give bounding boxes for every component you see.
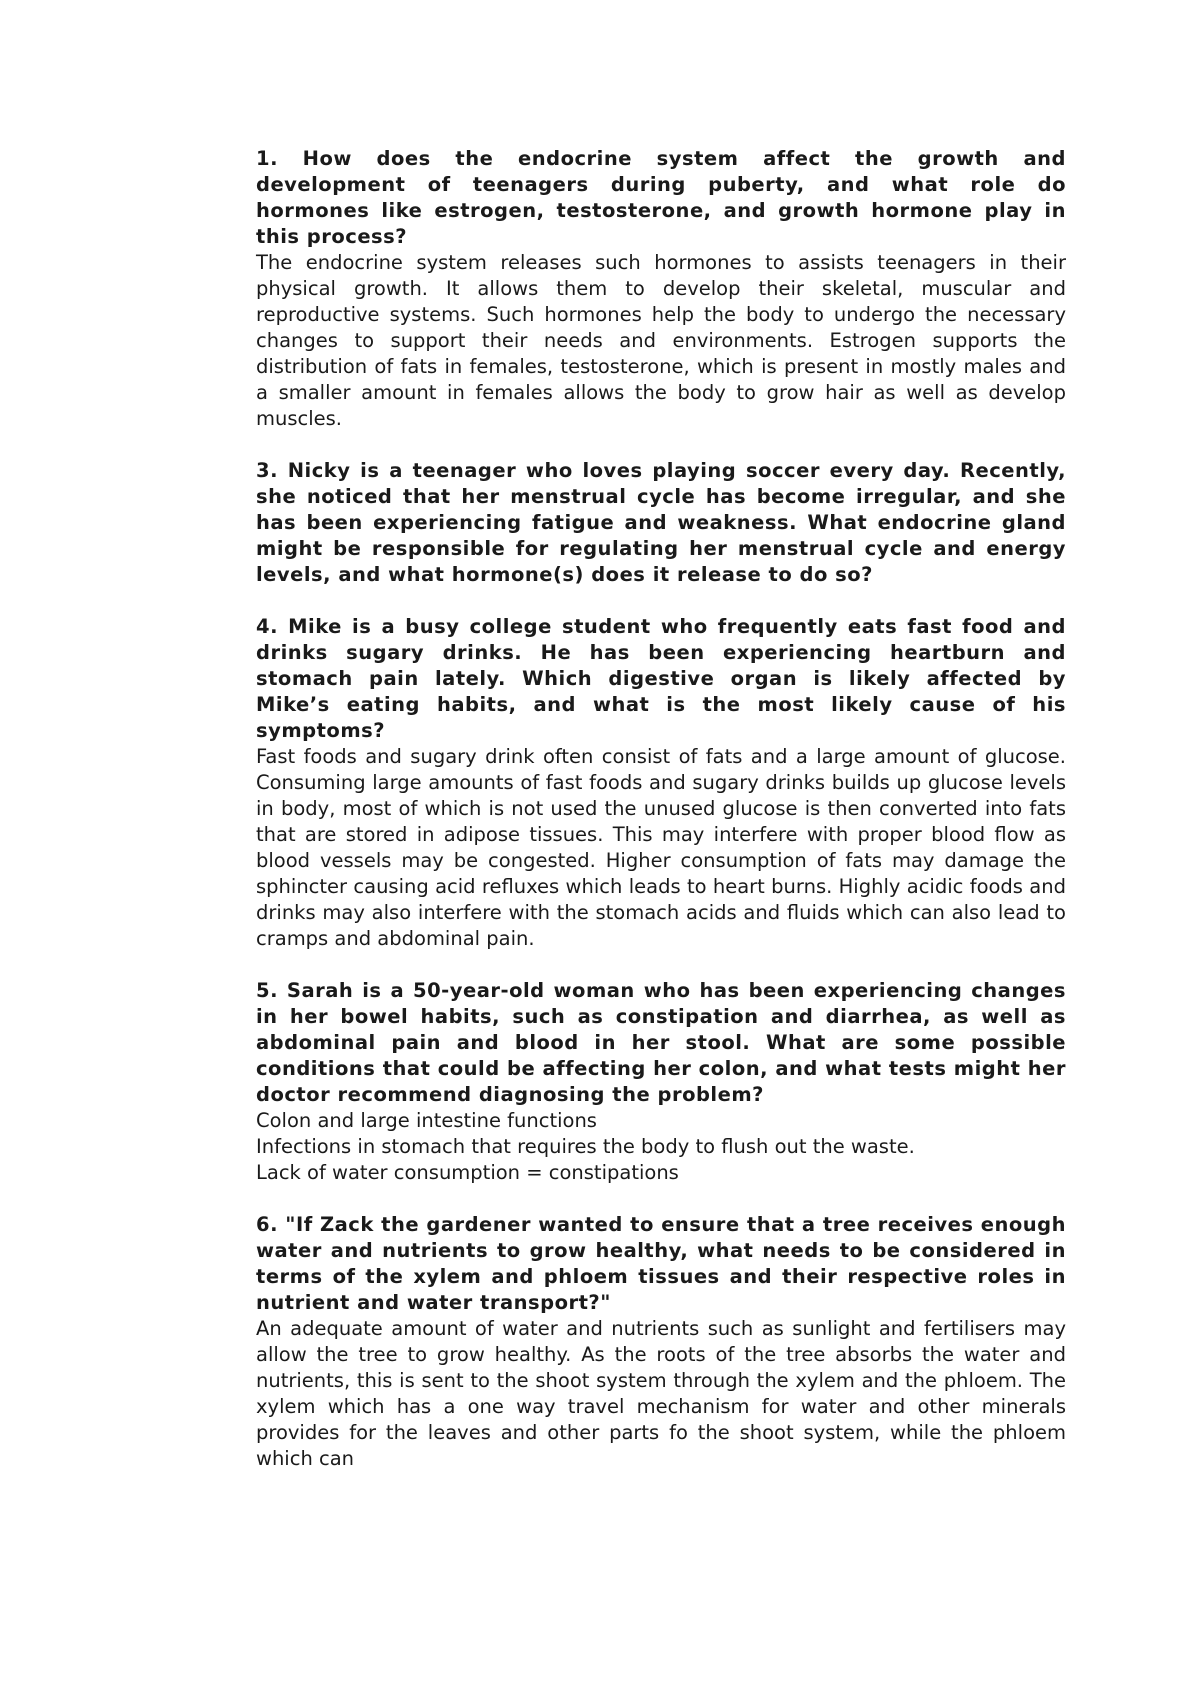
question-block-4	[256, 614, 1066, 952]
question-block-5	[256, 978, 1066, 1186]
answer-line: Lack of water consumption = constipations	[256, 1161, 679, 1184]
question-text: 4. Mike is a busy college student who frequently eats fast food and drinks sugary drinks. He has been experiencing heartburn and stomach pain lately. Which digestive organ is likely affected by Mike’s eating habits, and what is the most likely cause of his symptoms?	[256, 615, 1066, 742]
question-text: 5. Sarah is a 50-year-old woman who has been experiencing changes in her bowel habits, such as constipation and diarrhea, as well as abdominal pain and blood in her stool. What are some possible conditions that could be affecting her colon, and what tests might her doctor recommend diagnosing the problem?	[256, 979, 1066, 1106]
question-text: 6. "If Zack the gardener wanted to ensure that a tree receives enough water and nutrients to grow healthy, what needs to be considered in terms of the xylem and phloem tissues and their respective roles in nutrient and water transport?"	[256, 1213, 1066, 1314]
answer-text: An adequate amount of water and nutrients such as sunlight and fertilisers may allow the tree to grow healthy. As the roots of the tree absorbs the water and nutrients, this is sent to the shoot system through the xylem and the phloem. The xylem which has a one way travel mechanism for water and other minerals provides for the leaves and other parts fo the shoot system, while the phloem which can	[256, 1317, 1066, 1470]
answer-line: Infections in stomach that requires the body to flush out the waste.	[256, 1135, 915, 1158]
question-block-3	[256, 458, 1066, 588]
question-block-1	[256, 146, 1066, 432]
question-block-6	[256, 1212, 1066, 1472]
answer-line: Colon and large intestine functions	[256, 1109, 597, 1132]
question-text: 3. Nicky is a teenager who loves playing soccer every day. Recently, she noticed that her menstrual cycle has become irregular, and she has been experiencing fatigue and weakness. What endocrine gland might be responsible for regulating her menstrual cycle and energy levels, and what hormone(s) does it release to do so?	[256, 459, 1066, 586]
answer-text: The endocrine system releases such hormones to assists teenagers in their physical growth. It allows them to develop their skeletal, muscular and reproductive systems. Such hormones help the body to undergo the necessary changes to support their needs and environments. Estrogen supports the distribution of fats in females, testosterone, which is present in mostly males and a smaller amount in females allows the body to grow hair as well as develop muscles.	[256, 251, 1066, 430]
answer-text: Fast foods and sugary drink often consist of fats and a large amount of glucose. Consuming large amounts of fast foods and sugary drinks builds up glucose levels in body, most of which is not used the unused glucose is then converted into fats that are stored in adipose tissues. This may interfere with proper blood flow as blood vessels may be congested. Higher consumption of fats may damage the sphincter causing acid refluxes which leads to heart burns. Highly acidic foods and drinks may also interfere with the stomach acids and fluids which can also lead to cramps and abdominal pain.	[256, 745, 1066, 950]
question-text: 1. How does the endocrine system affect the growth and development of teenagers during puberty, and what role do hormones like estrogen, testosterone, and growth hormone play in this process?	[256, 147, 1066, 248]
